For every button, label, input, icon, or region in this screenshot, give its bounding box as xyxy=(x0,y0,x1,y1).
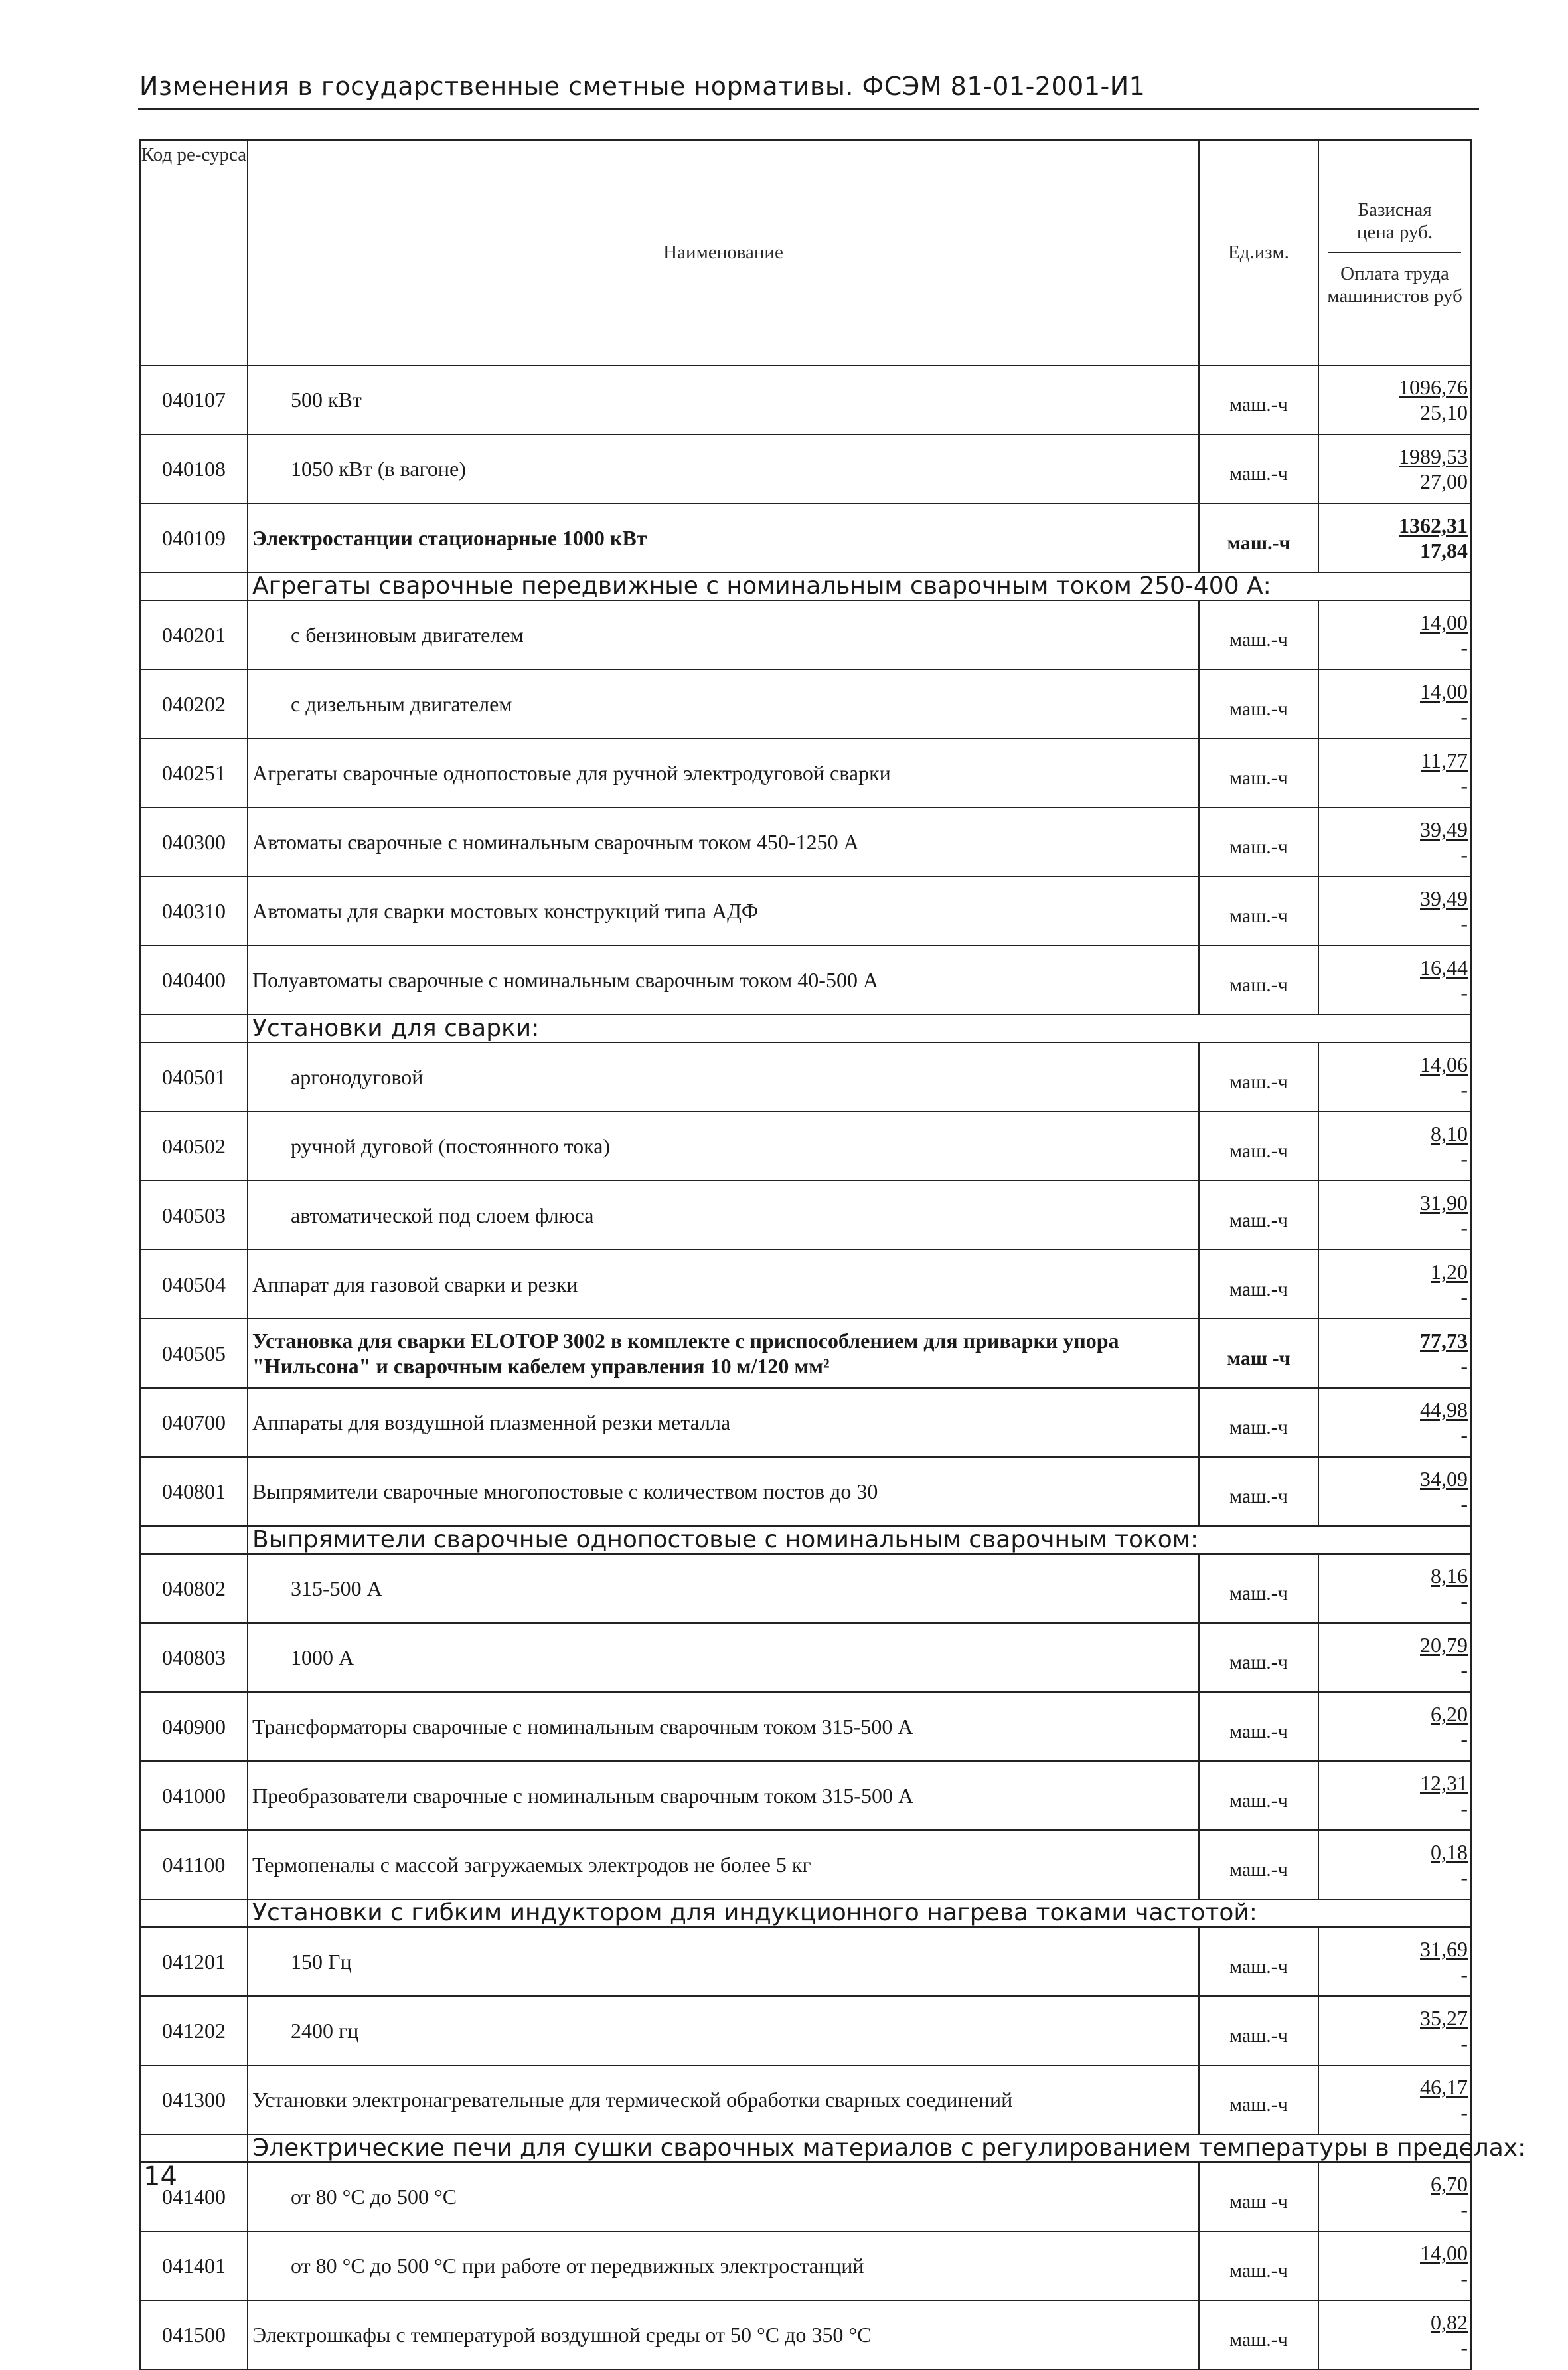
column-header-unit: Ед.изм. xyxy=(1199,140,1318,365)
resource-name: автоматической под слоем флюса xyxy=(248,1181,1199,1250)
price-line xyxy=(1319,444,1468,469)
resource-code: 041300 xyxy=(140,2065,248,2134)
table-row xyxy=(140,1250,1471,1319)
price-line xyxy=(1319,1121,1468,1146)
table-row xyxy=(140,600,1471,669)
price-line xyxy=(1319,817,1468,842)
labor-pay: - xyxy=(1460,1216,1468,1240)
base-price: 14,06 xyxy=(1420,1053,1468,1076)
resource-name: аргонодуговой xyxy=(248,1043,1199,1112)
resource-name: с дизельным двигателем xyxy=(248,669,1199,738)
price-cell xyxy=(1318,738,1471,807)
base-price: 14,00 xyxy=(1420,2241,1468,2265)
resource-name: Трансформаторы сварочные с номинальным сварочным током 315-500 А xyxy=(248,1692,1199,1761)
labor-pay: - xyxy=(1460,1147,1468,1171)
table-row xyxy=(140,2162,1471,2231)
resource-code: 040108 xyxy=(140,434,248,503)
price-cell xyxy=(1318,2231,1471,2300)
unit-of-measure: маш.-ч xyxy=(1199,1761,1318,1830)
price-cell xyxy=(1318,1927,1471,1996)
group-heading: Электрические печи для сушки сварочных материалов с регулированием температуры в пределах: xyxy=(248,2134,1471,2162)
resource-code: 040801 xyxy=(140,1457,248,1526)
table-row xyxy=(140,946,1471,1015)
resource-name: Установка для сварки ELOTOP 3002 в комплекте с приспособлением для приварки упора "Нильсона" и сварочным кабелем управления 10 м/120 мм² xyxy=(248,1319,1199,1388)
column-header-base-price: Базисная цена руб. xyxy=(1328,199,1461,253)
base-price: 14,00 xyxy=(1420,679,1468,703)
resource-name: Электрошкафы с температурой воздушной среды от 50 °С до 350 °С xyxy=(248,2300,1199,2369)
group-heading-row xyxy=(140,1015,1471,1043)
resource-code: 040109 xyxy=(140,503,248,572)
table-row xyxy=(140,738,1471,807)
price-line xyxy=(1319,1190,1468,1215)
base-price: 31,69 xyxy=(1420,1937,1468,1961)
base-price: 1096,76 xyxy=(1399,375,1468,399)
labor-pay: - xyxy=(1460,1078,1468,1102)
base-price: 46,17 xyxy=(1420,2075,1468,2099)
resource-code: 041500 xyxy=(140,2300,248,2369)
price-line xyxy=(1319,679,1468,704)
labor-pay: - xyxy=(1460,705,1468,728)
price-cell xyxy=(1318,1250,1471,1319)
table-row xyxy=(140,1181,1471,1250)
group-code-cell xyxy=(140,1526,248,1554)
table-row xyxy=(140,1692,1471,1761)
base-price: 20,79 xyxy=(1420,1633,1468,1657)
table-row xyxy=(140,1927,1471,1996)
resource-code: 040802 xyxy=(140,1554,248,1623)
resource-name: Электростанции стационарные 1000 кВт xyxy=(248,503,1199,572)
price-cell xyxy=(1318,669,1471,738)
table-row xyxy=(140,807,1471,877)
column-header-name: Наименование xyxy=(248,140,1199,365)
header-divider xyxy=(138,108,1479,110)
resource-name: ручной дуговой (постоянного тока) xyxy=(248,1112,1199,1181)
labor-pay: - xyxy=(1460,2197,1468,2221)
unit-of-measure: маш.-ч xyxy=(1199,877,1318,946)
base-price: 39,49 xyxy=(1420,887,1468,910)
table-row xyxy=(140,1112,1471,1181)
price-cell xyxy=(1318,365,1471,434)
unit-of-measure: маш.-ч xyxy=(1199,2065,1318,2134)
resource-name: 1050 кВт (в вагоне) xyxy=(248,434,1199,503)
price-line xyxy=(1319,1563,1468,1588)
price-cell xyxy=(1318,1181,1471,1250)
table-row xyxy=(140,1623,1471,1692)
resource-code: 041100 xyxy=(140,1830,248,1899)
table-row xyxy=(140,1996,1471,2065)
table-row xyxy=(140,2065,1471,2134)
price-cell xyxy=(1318,1388,1471,1457)
page-title: Изменения в государственные сметные нормативы. ФСЭМ 81-01-2001-И1 xyxy=(139,72,1146,101)
labor-pay: - xyxy=(1460,1423,1468,1447)
table-row xyxy=(140,1457,1471,1526)
unit-of-measure: маш.-ч xyxy=(1199,503,1318,572)
table-row xyxy=(140,1388,1471,1457)
unit-of-measure: маш -ч xyxy=(1199,2162,1318,2231)
base-price: 31,90 xyxy=(1420,1191,1468,1215)
table-row xyxy=(140,1830,1471,1899)
price-line xyxy=(1319,610,1468,635)
labor-pay: 17,84 xyxy=(1420,539,1468,562)
group-code-cell xyxy=(140,1899,248,1927)
group-heading-row xyxy=(140,1526,1471,1554)
labor-pay: - xyxy=(1460,1796,1468,1820)
labor-pay: - xyxy=(1460,1285,1468,1309)
resource-name: 2400 гц xyxy=(248,1996,1199,2065)
base-price: 6,20 xyxy=(1431,1702,1468,1726)
base-price: 11,77 xyxy=(1421,748,1468,772)
resource-name: 315-500 А xyxy=(248,1554,1199,1623)
resource-code: 040251 xyxy=(140,738,248,807)
price-line xyxy=(1319,2005,1468,2031)
unit-of-measure: маш.-ч xyxy=(1199,1830,1318,1899)
labor-pay: - xyxy=(1460,1727,1468,1751)
price-cell xyxy=(1318,1623,1471,1692)
price-cell xyxy=(1318,600,1471,669)
base-price: 39,49 xyxy=(1420,817,1468,841)
resource-name: Преобразователи сварочные с номинальным сварочным током 315-500 А xyxy=(248,1761,1199,1830)
price-cell xyxy=(1318,1457,1471,1526)
resource-name: Автоматы для сварки мостовых конструкций типа АДФ xyxy=(248,877,1199,946)
table-row xyxy=(140,877,1471,946)
unit-of-measure: маш.-ч xyxy=(1199,1996,1318,2065)
group-heading: Агрегаты сварочные передвижные с номинальным сварочным током 250-400 А: xyxy=(248,572,1471,600)
price-cell xyxy=(1318,2065,1471,2134)
labor-pay: - xyxy=(1460,843,1468,867)
unit-of-measure: маш.-ч xyxy=(1199,2300,1318,2369)
resource-code: 041000 xyxy=(140,1761,248,1830)
table-row xyxy=(140,434,1471,503)
base-price: 8,10 xyxy=(1431,1122,1468,1145)
price-line xyxy=(1319,2074,1468,2100)
unit-of-measure: маш.-ч xyxy=(1199,669,1318,738)
resource-name: Агрегаты сварочные однопостовые для ручной электродуговой сварки xyxy=(248,738,1199,807)
price-line xyxy=(1319,748,1468,773)
unit-of-measure: маш.-ч xyxy=(1199,365,1318,434)
labor-pay: - xyxy=(1460,1865,1468,1889)
resource-name: 1000 А xyxy=(248,1623,1199,1692)
labor-pay: - xyxy=(1460,1658,1468,1682)
group-heading: Установки с гибким индуктором для индукционного нагрева токами частотой: xyxy=(248,1899,1471,1927)
labor-pay: - xyxy=(1460,1492,1468,1516)
price-cell xyxy=(1318,503,1471,572)
resource-code: 040202 xyxy=(140,669,248,738)
resource-name: с бензиновым двигателем xyxy=(248,600,1199,669)
price-line xyxy=(1319,1701,1468,1727)
price-cell xyxy=(1318,1554,1471,1623)
table-row xyxy=(140,1554,1471,1623)
resource-name: Установки электронагревательные для термической обработки сварных соединений xyxy=(248,2065,1199,2134)
price-line xyxy=(1319,1259,1468,1284)
table-row xyxy=(140,2231,1471,2300)
resource-code: 040107 xyxy=(140,365,248,434)
price-cell xyxy=(1318,2300,1471,2369)
base-price: 14,00 xyxy=(1420,610,1468,634)
column-header-price xyxy=(1318,140,1471,365)
base-price: 77,73 xyxy=(1420,1329,1468,1353)
price-cell xyxy=(1318,877,1471,946)
resource-code: 040501 xyxy=(140,1043,248,1112)
unit-of-measure: маш.-ч xyxy=(1199,1043,1318,1112)
group-code-cell xyxy=(140,2134,248,2162)
labor-pay: - xyxy=(1460,981,1468,1005)
labor-pay: - xyxy=(1460,2031,1468,2055)
resource-name: Аппарат для газовой сварки и резки xyxy=(248,1250,1199,1319)
price-cell xyxy=(1318,946,1471,1015)
price-line xyxy=(1319,1839,1468,1865)
price-line xyxy=(1319,1770,1468,1796)
resource-table xyxy=(139,139,1526,2370)
table-row xyxy=(140,669,1471,738)
unit-of-measure: маш.-ч xyxy=(1199,1181,1318,1250)
price-cell xyxy=(1318,434,1471,503)
unit-of-measure: маш.-ч xyxy=(1199,1112,1318,1181)
resource-name: от 80 °С до 500 °С xyxy=(248,2162,1199,2231)
base-price: 35,27 xyxy=(1420,2006,1468,2030)
group-heading-row xyxy=(140,572,1471,600)
column-header-code: Код ре-сурса xyxy=(140,140,248,365)
base-price: 16,44 xyxy=(1420,956,1468,979)
labor-pay: - xyxy=(1460,1354,1468,1378)
price-cell xyxy=(1318,1043,1471,1112)
resource-name: Автоматы сварочные с номинальным сварочным током 450-1250 А xyxy=(248,807,1199,877)
resource-code: 040201 xyxy=(140,600,248,669)
base-price: 12,31 xyxy=(1420,1771,1468,1795)
table-row xyxy=(140,2300,1471,2369)
resource-code: 040503 xyxy=(140,1181,248,1250)
group-heading: Установки для сварки: xyxy=(248,1015,1471,1043)
resource-code: 040300 xyxy=(140,807,248,877)
resource-code: 040505 xyxy=(140,1319,248,1388)
group-heading-row xyxy=(140,1899,1471,1927)
labor-pay: - xyxy=(1460,1589,1468,1613)
labor-pay: - xyxy=(1460,2266,1468,2290)
labor-pay: 27,00 xyxy=(1420,469,1468,493)
group-heading: Выпрямители сварочные однопостовые с номинальным сварочным током: xyxy=(248,1526,1471,1554)
labor-pay: - xyxy=(1460,635,1468,659)
price-line xyxy=(1319,1328,1468,1353)
page-number: 14 xyxy=(143,2161,177,2192)
labor-pay: - xyxy=(1460,2335,1468,2359)
unit-of-measure: маш -ч xyxy=(1199,1319,1318,1388)
table-header-row xyxy=(140,140,1471,365)
price-cell xyxy=(1318,807,1471,877)
unit-of-measure: маш.-ч xyxy=(1199,1692,1318,1761)
unit-of-measure: маш.-ч xyxy=(1199,1388,1318,1457)
resource-code: 040700 xyxy=(140,1388,248,1457)
table-row xyxy=(140,1043,1471,1112)
price-cell xyxy=(1318,1319,1471,1388)
group-code-cell xyxy=(140,1015,248,1043)
resource-code: 040803 xyxy=(140,1623,248,1692)
resource-code: 040310 xyxy=(140,877,248,946)
price-line xyxy=(1319,513,1468,538)
resource-name: 150 Гц xyxy=(248,1927,1199,1996)
unit-of-measure: маш.-ч xyxy=(1199,946,1318,1015)
resource-name: Полуавтоматы сварочные с номинальным сварочным током 40-500 А xyxy=(248,946,1199,1015)
resource-name: Выпрямители сварочные многопостовые с количеством постов до 30 xyxy=(248,1457,1199,1526)
unit-of-measure: маш.-ч xyxy=(1199,1927,1318,1996)
table-row xyxy=(140,1761,1471,1830)
price-line xyxy=(1319,375,1468,400)
price-line xyxy=(1319,2241,1468,2266)
resource-code: 041201 xyxy=(140,1927,248,1996)
group-heading-row xyxy=(140,2134,1471,2162)
labor-pay: - xyxy=(1460,1962,1468,1986)
column-header-labor-pay: Оплата труда машинистов руб xyxy=(1327,262,1462,307)
base-price: 8,16 xyxy=(1431,1564,1468,1588)
price-cell xyxy=(1318,1761,1471,1830)
unit-of-measure: маш.-ч xyxy=(1199,600,1318,669)
price-cell xyxy=(1318,2162,1471,2231)
price-cell xyxy=(1318,1112,1471,1181)
unit-of-measure: маш.-ч xyxy=(1199,1554,1318,1623)
resource-code: 040900 xyxy=(140,1692,248,1761)
unit-of-measure: маш.-ч xyxy=(1199,738,1318,807)
resource-code: 040400 xyxy=(140,946,248,1015)
unit-of-measure: маш.-ч xyxy=(1199,1457,1318,1526)
price-line xyxy=(1319,1052,1468,1077)
resource-code: 040504 xyxy=(140,1250,248,1319)
price-line xyxy=(1319,1632,1468,1657)
table-body xyxy=(140,365,1526,2369)
table-row xyxy=(140,1319,1471,1388)
base-price: 0,82 xyxy=(1431,2310,1468,2334)
price-line xyxy=(1319,1936,1468,1962)
resource-code: 041202 xyxy=(140,1996,248,2065)
price-line xyxy=(1319,2171,1468,2197)
labor-pay: - xyxy=(1460,912,1468,936)
base-price: 0,18 xyxy=(1431,1840,1468,1864)
price-cell xyxy=(1318,1692,1471,1761)
resource-name: 500 кВт xyxy=(248,365,1199,434)
table-row xyxy=(140,365,1471,434)
resource-code: 041400 xyxy=(140,2162,248,2231)
unit-of-measure: маш.-ч xyxy=(1199,1250,1318,1319)
price-line xyxy=(1319,886,1468,911)
base-price: 34,09 xyxy=(1420,1467,1468,1491)
base-price: 1362,31 xyxy=(1399,513,1468,537)
labor-pay: - xyxy=(1460,774,1468,798)
resource-code: 041401 xyxy=(140,2231,248,2300)
price-cell xyxy=(1318,1830,1471,1899)
unit-of-measure: маш.-ч xyxy=(1199,807,1318,877)
group-code-cell xyxy=(140,572,248,600)
base-price: 44,98 xyxy=(1420,1398,1468,1422)
price-line xyxy=(1319,955,1468,980)
unit-of-measure: маш.-ч xyxy=(1199,434,1318,503)
price-line xyxy=(1319,1466,1468,1491)
resource-name: Аппараты для воздушной плазменной резки металла xyxy=(248,1388,1199,1457)
base-price: 6,70 xyxy=(1431,2172,1468,2196)
unit-of-measure: маш.-ч xyxy=(1199,1623,1318,1692)
labor-pay: - xyxy=(1460,2100,1468,2124)
price-line xyxy=(1319,2310,1468,2335)
price-line xyxy=(1319,1397,1468,1422)
resource-name: Термопеналы с массой загружаемых электродов не более 5 кг xyxy=(248,1830,1199,1899)
labor-pay: 25,10 xyxy=(1420,400,1468,424)
base-price: 1,20 xyxy=(1431,1260,1468,1284)
table-row xyxy=(140,503,1471,572)
resource-name: от 80 °С до 500 °С при работе от передвижных электростанций xyxy=(248,2231,1199,2300)
price-cell xyxy=(1318,1996,1471,2065)
base-price: 1989,53 xyxy=(1399,444,1468,468)
unit-of-measure: маш.-ч xyxy=(1199,2231,1318,2300)
resource-code: 040502 xyxy=(140,1112,248,1181)
